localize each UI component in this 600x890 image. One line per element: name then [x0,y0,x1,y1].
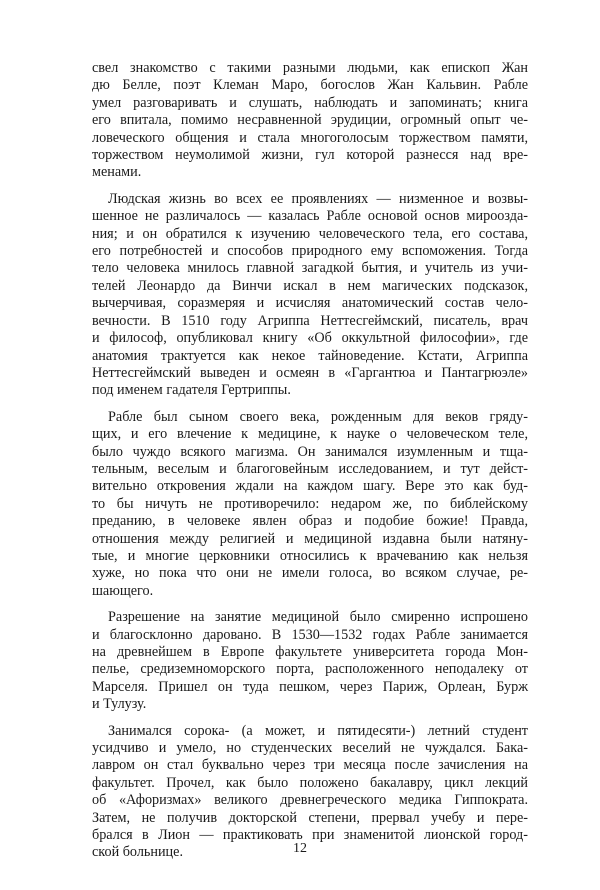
text-line: свел знакомство с такими разными людьми, как епископ Жан [92,60,528,76]
text-line: вечности. В 1510 году Агриппа Неттесгеймский, писатель, врач [92,312,528,329]
text-line: ловеческого общения и стала многоголосым торжеством памяти, [92,129,528,146]
paragraph-2 [92,191,528,400]
text-line: Рабле был сыном своего века, рожденным для веков гряду- [108,408,528,425]
text-line: и философ, опубликовал книгу «Об оккультной философии», где [92,330,528,347]
text-line: хуже, но пока что они не имели голоса, во всяком случае, ре- [92,565,528,582]
text-line: анатомия трактуется как некое тайноведение. Кстати, Агриппа [92,347,528,364]
text-line: брался в Лион — практиковать при знаменитой лионской город- [92,827,528,844]
text-line: шающего. [92,582,154,599]
text-line: под именем гадателя Гертриппы. [92,382,291,399]
paragraph-4 [92,609,528,713]
page-number: 12 [293,841,307,856]
paragraph-1 [92,60,528,182]
paragraph-3 [92,409,528,600]
text-line: было чуждо всякого магизма. Он занимался изумленным и тща- [92,443,528,460]
text-line: то бы ничуть не противоречило: недаром же, по библейскому [92,495,528,512]
text-line: его впитала, помимо несравненной эрудиции, огромный опыт че- [92,112,528,129]
text-line: и Тулузу. [92,696,147,713]
text-line: щих, и его влечение к медицине, к науке о человеческом теле, [92,426,528,443]
text-line: преданию, в человеке явлен образ и подобие божие! Правда, [92,513,528,530]
text-line: шенное не различалось — казалась Рабле основой основ мироозда- [92,208,528,225]
text-line: умел разговаривать и слушать, наблюдать и запоминать; книга [92,94,528,111]
text-line: Разрешение на занятие медициной было смиренно испрошено [108,609,528,626]
text-line: тые, и многие церковники относились к врачеванию как нельзя [92,547,528,564]
text-line: вычерчивая, соразмеряя и исчисляя анатомический состав чело- [92,295,528,312]
text-line: Неттесгеймский выведен и осмеян в «Гаргантюа и Пантагрюэле» [92,364,528,381]
text-line: дю Белле, поэт Клеман Маро, богослов Жан Кальвин. Рабле [92,77,528,94]
text-line: торжеством неумолимой жизни, гул которой разнесся над вре- [92,147,528,164]
text-line: пелье, средиземноморского порта, расположенного неподалеку от [92,661,528,678]
text-line: отношения между религией и медициной издавна были натяну- [92,530,528,547]
text-line: на древнейшем в Европе факультете университета города Мон- [92,644,528,660]
text-line: вительно откровения ждали на каждом шагу. Вере это как буд- [92,478,528,495]
text-line: телей Леонардо да Винчи искал в нем магических подсказок, [92,277,528,294]
text-line: Марселя. Пришел он туда пешком, через Париж, Орлеан, Бурж [92,678,528,695]
text-line: Людская жизнь во всех ее проявлениях — низменное и возвы- [108,190,528,207]
text-line: тельным, веселым и благоговейным исследованием, и тут дейст- [92,460,528,477]
text-line: Занимался сорока- (а может, и пятидесяти-) летний студент [108,722,528,739]
text-line: тело человека мнилось главной загадкой бытия, и учитель из учи- [92,260,528,277]
text-line: ской больнице. [92,844,183,861]
text-line: факультет. Прочел, как было положено бакалавру, цикл лекций [92,774,528,791]
text-line: об «Афоризмах» великого древнегреческого медика Гиппократа. [92,792,528,809]
text-line: его потребностей и способов природного ему вспоможения. Тогда [92,243,528,260]
text-line: лавром он стал буквально через три месяца после зачисления на [92,757,528,774]
text-line: и благосклонно даровано. В 1530—1532 годах Рабле занимается [92,626,528,643]
text-line: ния; и он обратился к изучению человеческого тела, его состава, [92,225,528,242]
text-line: менами. [92,164,142,181]
text-line: усидчиво и умело, но студенческих веселий не чуждался. Бака- [92,740,528,757]
text-line: Затем, не получив докторской степени, прервал учебу и пере- [92,809,528,826]
